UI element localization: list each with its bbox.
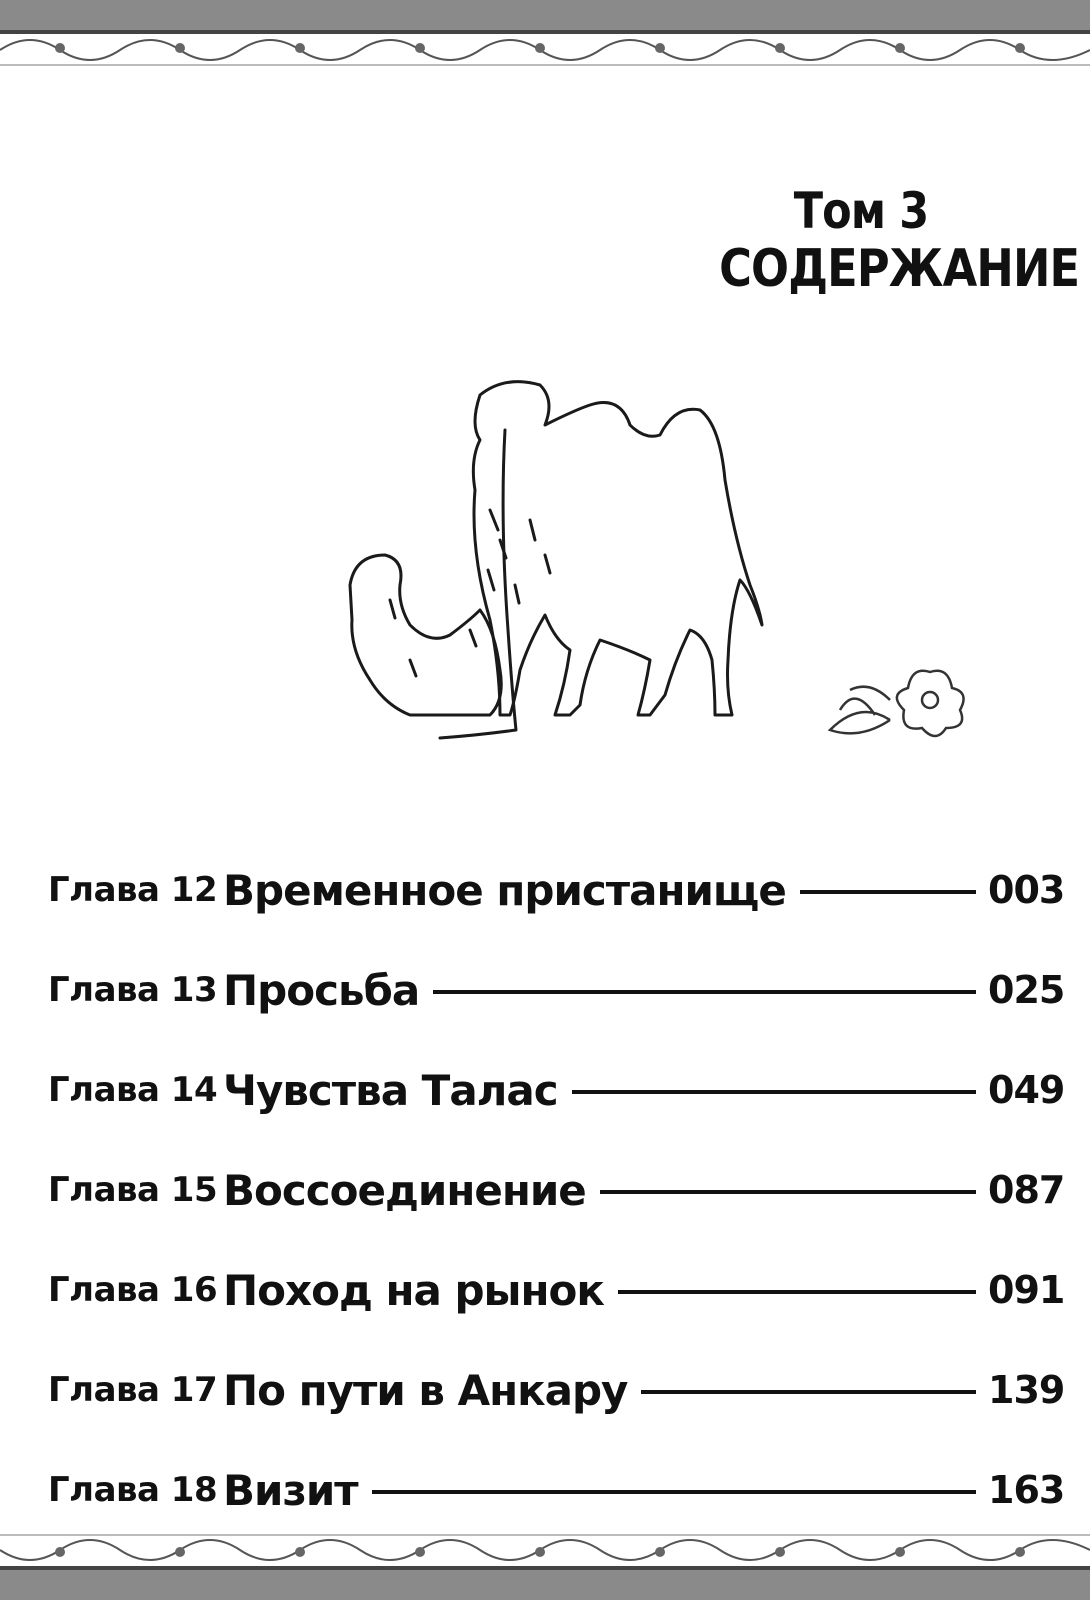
- chapter-label: Глава 16: [48, 1270, 218, 1310]
- camels-illustration: [330, 370, 1050, 790]
- toc-row-chapter-15[interactable]: [48, 1140, 1065, 1240]
- leader-line: [618, 1290, 976, 1294]
- page-number: 139: [988, 1368, 1065, 1412]
- chapter-title: Поход на рынок: [223, 1265, 604, 1315]
- chapter-title: Временное пристанище: [223, 865, 786, 915]
- sitting-camel: [350, 555, 501, 715]
- chapter-title: По пути в Анкару: [223, 1365, 628, 1415]
- chapter-label: Глава 12: [48, 870, 218, 910]
- page-number: 087: [988, 1168, 1065, 1212]
- volume-title: Том 3: [793, 182, 929, 240]
- leader-line: [641, 1390, 976, 1394]
- toc-row-chapter-12[interactable]: [48, 840, 1065, 940]
- chapter-title: Чувства Талас: [223, 1065, 558, 1115]
- camels-icon: [330, 370, 1050, 790]
- chapter-title: Визит: [223, 1465, 358, 1515]
- page-number: 025: [988, 968, 1065, 1012]
- page-number: 003: [988, 868, 1065, 912]
- leader-line: [372, 1490, 976, 1494]
- leader-line: [572, 1090, 976, 1094]
- chapter-label: Глава 14: [48, 1070, 218, 1110]
- toc-row-chapter-17[interactable]: [48, 1340, 1065, 1440]
- ornamental-border-top: [0, 0, 1090, 72]
- toc-row-chapter-14[interactable]: [48, 1040, 1065, 1140]
- standing-camel: [473, 382, 762, 715]
- leader-line: [600, 1190, 976, 1194]
- table-of-contents: [48, 840, 1065, 1540]
- toc-row-chapter-16[interactable]: [48, 1240, 1065, 1340]
- toc-row-chapter-18[interactable]: [48, 1440, 1065, 1540]
- page-number: 049: [988, 1068, 1065, 1112]
- page-number: 163: [988, 1468, 1065, 1512]
- toc-row-chapter-13[interactable]: [48, 940, 1065, 1040]
- chapter-label: Глава 17: [48, 1370, 218, 1410]
- leader-line: [800, 890, 976, 894]
- ornamental-border-bottom: [0, 1528, 1090, 1600]
- chapter-title: Просьба: [223, 965, 420, 1015]
- flower-ornament-icon: [830, 671, 964, 736]
- leader-line: [433, 990, 976, 994]
- chapter-title: Воссоединение: [223, 1165, 586, 1215]
- chapter-label: Глава 15: [48, 1170, 218, 1210]
- page-number: 091: [988, 1268, 1065, 1312]
- volume-heading: [696, 182, 1080, 299]
- chapter-label: Глава 13: [48, 970, 218, 1010]
- contents-title: СОДЕРЖАНИЕ: [719, 239, 1080, 299]
- chapter-label: Глава 18: [48, 1470, 218, 1510]
